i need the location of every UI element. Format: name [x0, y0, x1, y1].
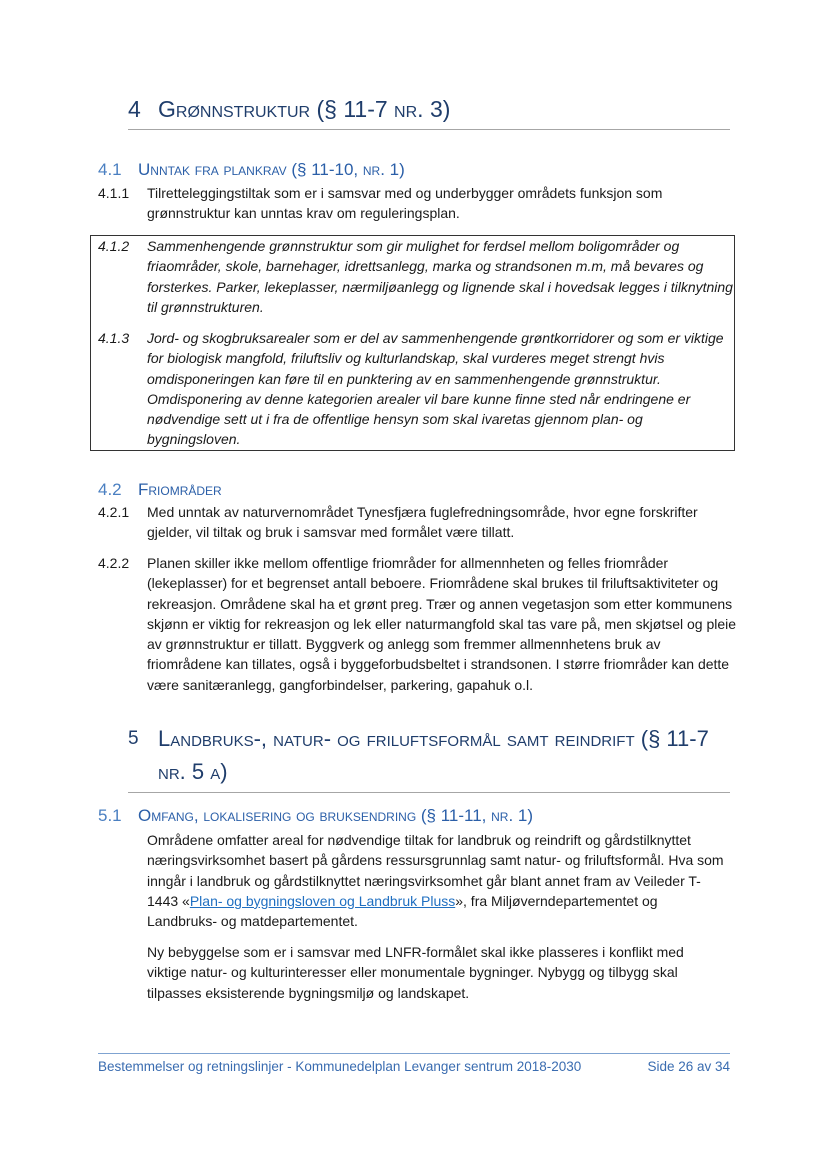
- clause-text: Sammenhengende grønnstruktur som gir mulighet for ferdsel mellom boligområder og friaområder, skole, barnehager, idrettsanlegg, marka og strandsonen m.m, må bevares og forsterkes. Parker, lekeplasser, nærmiljøanlegg og lignende skal i hovedsak legges i tilknytning til grønnstrukturen.: [147, 238, 733, 315]
- page-number: Side 26 av 34: [647, 1059, 730, 1074]
- clause-text: Planen skiller ikke mellom offentlige friområder for allmennheten og felles friområder (lekeplasser) for et begrenset antall beboere. Friområdene skal brukes til friluftsaktiviteter og rekreasjon. Områdene skal ha et grønt preg. Trær og annen vegetasjon som etter kommunens skjønn er viktig for rekreasjon og lek eller naturmangfold skal tas vare på, men skjøtsel og pleie av grønnstruktur er tillatt. Byggverk og anlegg som fremmer allmennhetens bruk av friområdene kan tillates, også i byggeforbudsbeltet i strandsonen. I større friområder kan dette være sanitæranlegg, gangforbindelser, parkering, gapahuk o.l.: [147, 555, 737, 693]
- clause-4-1-3: [98, 328, 738, 450]
- clause-text: Med unntak av naturvernområdet Tynesfjæra fuglefredningsområde, hvor egne forskrifter gjelder, vil tiltak og bruk i samsvar med formålet være tillatt.: [147, 504, 698, 541]
- subsection-title: Omfang, lokalisering og bruksendring (§ 11-11, nr. 1): [138, 806, 534, 825]
- veileder-link[interactable]: Plan- og bygningsloven og Landbruk Pluss: [189, 892, 456, 909]
- clause-number: 4.1.2: [98, 238, 130, 254]
- section-number: 5: [128, 728, 139, 749]
- clause-text: Tilretteleggingstiltak som er i samsvar med og underbygger områdets funksjon som grønnstruktur kan unntas krav om reguleringsplan.: [147, 185, 663, 222]
- paragraph-text-end: », fra Miljøverndepartementet og Landbruks- og matdepartementet.: [147, 892, 658, 930]
- footer-document-title: Bestemmelser og retningslinjer - Kommunedelplan Levanger sentrum 2018-2030: [98, 1059, 582, 1074]
- clause-4-1-1: [98, 183, 738, 224]
- clause-4-1-2: [98, 236, 738, 317]
- clause-text: Jord- og skogbruksarealer som er del av sammenhengende grøntkorridorer og som er viktige for biologisk mangfold, friluftsliv og kulturlandskap, skal vurderes meget strengt hvis omdisponeringen kan føre til en punktering av en sammenhengende grønnstruktur. Omdisponering av denne kategorien arealer vil bare kunne finne sted når endringene er nødvendige sett ut i fra de offentlige hensyn som skal ivaretas gjennom plan- og bygningsloven.: [147, 330, 724, 448]
- paragraph-5-1-b: Ny bebyggelse som er i samsvar med LNFR-formålet skal ikke plasseres i konflikt med viktige natur- og kulturinteresser eller monumentale bygninger. Nybygg og tilbygg skal tilpasses eksisterende bygningsmiljø og landskapet.: [147, 944, 684, 1001]
- paragraph-5-1-a: [147, 830, 727, 931]
- section-5-heading: [128, 722, 730, 793]
- clause-number: 4.1.1: [98, 185, 130, 201]
- clause-number: 4.1.3: [98, 330, 130, 346]
- subsection-title: Unntak fra plankrav (§ 11-10, nr. 1): [138, 160, 405, 179]
- clause-number: 4.2.2: [98, 555, 130, 571]
- section-4-heading: [128, 96, 730, 130]
- subsection-title: Friområder: [138, 480, 222, 499]
- page-footer: [98, 1053, 730, 1074]
- subsection-4-2-heading: [98, 480, 222, 500]
- clause-4-2-1: [98, 502, 738, 543]
- subsection-number: 4.2: [98, 480, 122, 499]
- section-title: Landbruks-, natur- og friluftsformål samt reindrift (§ 11-7 nr. 5 a): [158, 726, 709, 784]
- clause-number: 4.2.1: [98, 504, 130, 520]
- clause-4-2-2: [98, 553, 738, 695]
- paragraph-text-start: Områdene omfatter areal for nødvendige tiltak for landbruk og reindrift og gårdstilknyttet næringsvirksomhet basert på gårdens ressursgrunnlag samt natur- og friluftsformål. Hva som inngår i landbruk og gårdstilknyttet næringsvirksomhet går blant annet fram av Veileder T-1443 «: [147, 832, 724, 909]
- subsection-number: 5.1: [98, 806, 122, 825]
- section-title: Grønnstruktur (§ 11-7 nr. 3): [158, 96, 451, 122]
- section-number: 4: [128, 96, 141, 122]
- subsection-4-1-heading: [98, 160, 405, 180]
- subsection-5-1-heading: [98, 806, 533, 826]
- subsection-number: 4.1: [98, 160, 122, 179]
